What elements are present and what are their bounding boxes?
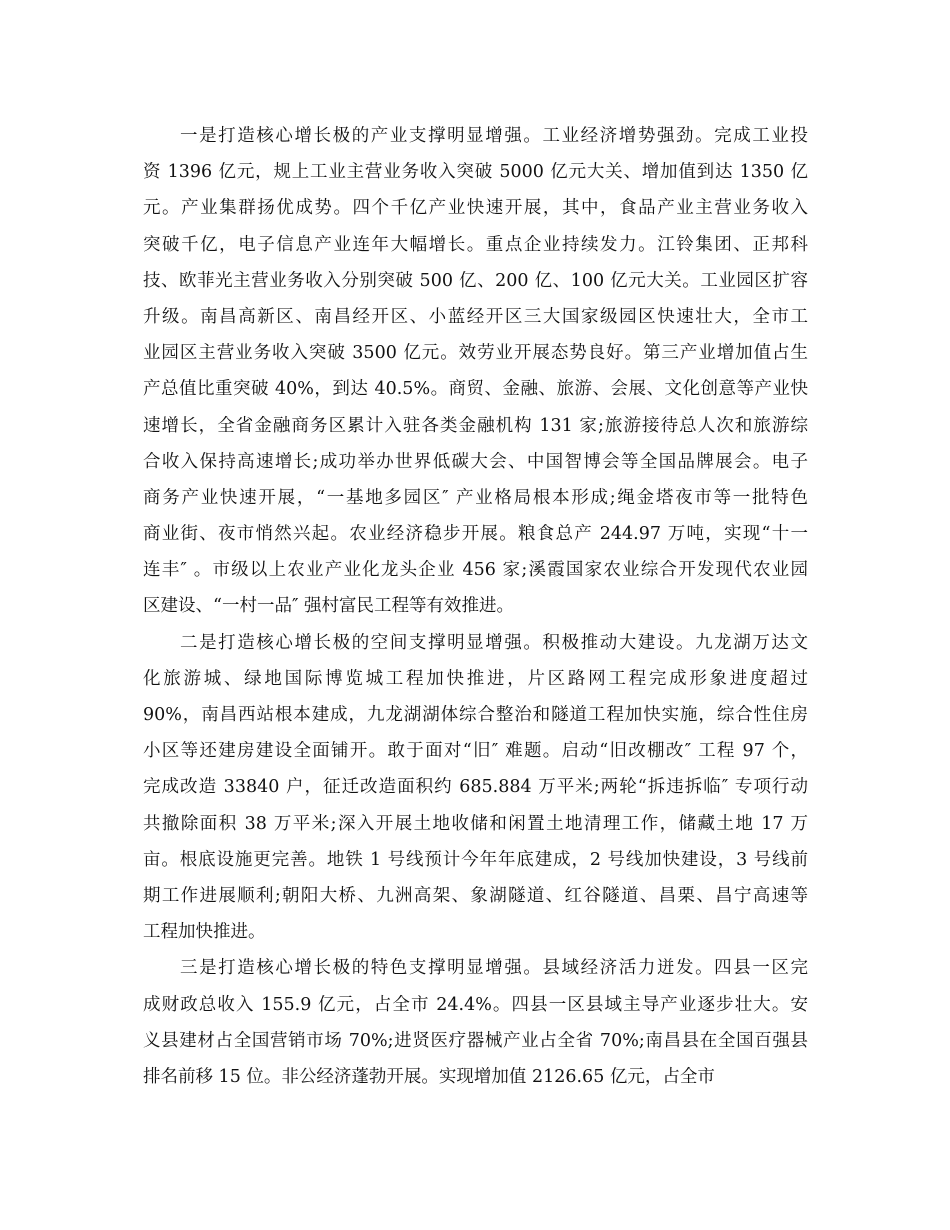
- text-line: 期工作进展顺利;朝阳大桥、九洲高架、象湖隧道、红谷隧道、昌栗、昌宁高速等: [143, 885, 808, 906]
- paragraph-2: [143, 625, 808, 951]
- text-line: 排名前移 15 位。非公经济蓬勃开展。实现增加值 2126.65 亿元，占全市: [143, 1066, 715, 1087]
- text-line: 亩。根底设施更完善。地铁 1 号线预计今年年底建成，2 号线加快建设，3 号线前: [143, 849, 808, 870]
- document-body: [143, 118, 808, 1095]
- text-line: 产总值比重突破 40%，到达 40.5%。商贸、金融、旅游、会展、文化创意等产业快: [143, 379, 808, 400]
- text-line: 商业街、夜市悄然兴起。农业经济稳步开展。粮食总产 244.97 万吨，实现“十一: [143, 524, 808, 545]
- text-line: 技、欧菲光主营业务收入分别突破 500 亿、200 亿、100 亿元大关。工业园区扩容: [143, 270, 808, 291]
- text-line: 90%，南昌西站根本建成，九龙湖湖体综合整治和隧道工程加快实施，综合性住房: [143, 705, 808, 725]
- text-line: 突破千亿，电子信息产业连年大幅增长。重点企业持续发力。江铃集团、正邦科: [143, 234, 808, 255]
- text-line: 一是打造核心增长极的产业支撑明显增强。工业经济增势强劲。完成工业投: [180, 126, 808, 146]
- text-line: 商务产业快速开展，“一基地多园区″ 产业格局根本形成;绳金塔夜市等一批特色: [143, 487, 808, 508]
- text-line: 小区等还建房建设全面铺开。敢于面对“旧″ 难题。启动“旧改棚改″ 工程 97 个，: [143, 741, 808, 762]
- text-line: 共撤除面积 38 万平米;深入开展土地收储和闲置土地清理工作，储藏土地 17 万: [143, 813, 808, 834]
- text-line: 义县建材占全国营销市场 70%;进贤医疗器械产业占全省 70%;南昌县在全国百强县: [143, 1030, 808, 1051]
- text-line: 三是打造核心增长极的特色支撑明显增强。县域经济活力迸发。四县一区完: [180, 958, 808, 979]
- paragraph-1: [143, 118, 808, 625]
- text-line: 连丰″ 。市级以上农业产业化龙头企业 456 家;溪霞国家农业综合开发现代农业园: [143, 560, 808, 581]
- text-line: 升级。南昌高新区、南昌经开区、小蓝经开区三大国家级园区快速壮大，全市工: [143, 306, 808, 327]
- text-line: 二是打造核心增长极的空间支撑明显增强。积极推动大建设。九龙湖万达文: [180, 632, 808, 653]
- paragraph-3: [143, 950, 808, 1095]
- text-line: 合收入保持高速增长;成功举办世界低碳大会、中国智博会等全国品牌展会。电子: [143, 451, 808, 472]
- text-line: 工程加快推进。: [143, 922, 266, 943]
- text-line: 成财政总收入 155.9 亿元，占全市 24.4%。四县一区县域主导产业逐步壮大。安: [143, 994, 808, 1015]
- text-line: 元。产业集群扬优成势。四个千亿产业快速开展，其中，食品产业主营业务收入: [143, 198, 808, 219]
- text-line: 化旅游城、绿地国际博览城工程加快推进，片区路网工程完成形象进度超过: [143, 668, 808, 689]
- text-line: 完成改造 33840 户，征迁改造面积约 685.884 万平米;两轮“拆违拆临″ 专项行动: [143, 777, 808, 798]
- text-line: 业园区主营业务收入突破 3500 亿元。效劳业开展态势良好。第三产业增加值占生: [143, 343, 808, 364]
- text-line: 区建设、“一村一品″ 强村富民工程等有效推进。: [143, 596, 515, 617]
- text-line: 资 1396 亿元，规上工业主营业务收入突破 5000 亿元大关、增加值到达 1350 亿: [143, 162, 808, 183]
- text-line: 速增长，全省金融商务区累计入驻各类金融机构 131 家;旅游接待总人次和旅游综: [143, 415, 808, 436]
